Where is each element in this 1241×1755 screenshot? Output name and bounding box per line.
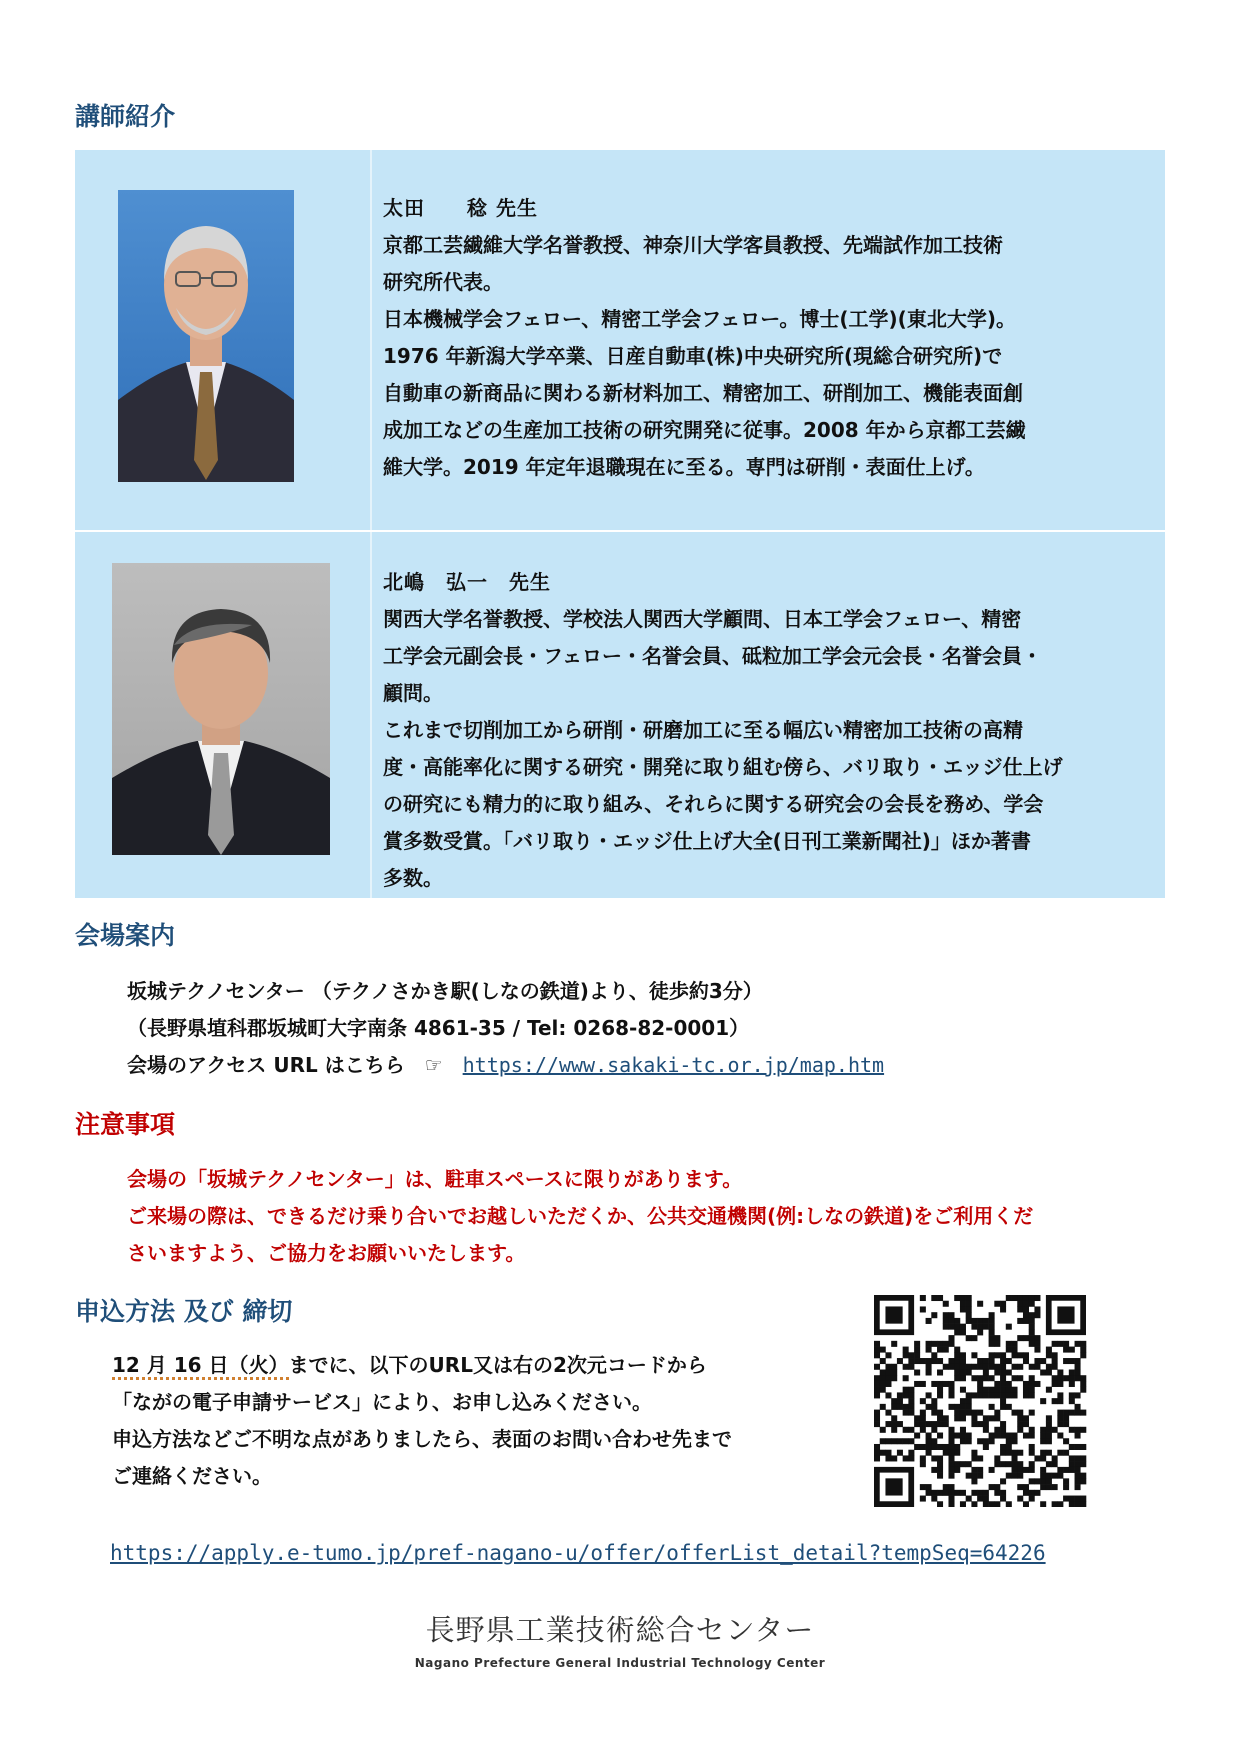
- bio-line: 維大学。2019 年定年退職現在に至る。専門は研削・表面仕上げ。: [383, 455, 985, 479]
- note-line: 会場の「坂城テクノセンター」は、駐車スペースに限りがあります。: [127, 1167, 743, 1191]
- application-line-2: 「ながの電子申請サービス」により、お申し込みください。: [112, 1390, 652, 1414]
- bio-line: 自動車の新商品に関わる新材料加工、精密加工、研削加工、機能表面創: [383, 381, 1023, 405]
- application-url-link[interactable]: https://apply.e-tumo.jp/pref-nagano-u/offer/offerList_detail?tempSeq=64226: [110, 1541, 1046, 1565]
- panel-row-divider: [75, 530, 1165, 532]
- lecturer-2-name: 北嶋 弘一 先生: [383, 570, 551, 594]
- lecturer-1-bio: [383, 190, 1153, 486]
- deadline-date: 12 月 16 日（火）: [112, 1353, 289, 1380]
- qr-code[interactable]: [872, 1295, 1088, 1507]
- bio-line: 度・高能率化に関する研究・開発に取り組む傍ら、バリ取り・エッジ仕上げ: [383, 755, 1063, 779]
- panel-column-divider: [370, 150, 372, 898]
- lecturer-1-name: 太田 稔 先生: [383, 196, 538, 220]
- venue-address-line: （長野県埴科郡坂城町大字南条 4861-35 / Tel: 0268-82-0001）: [127, 1016, 750, 1040]
- lecturer-2-photo: [112, 563, 330, 855]
- bio-line: 京都工芸繊維大学名誉教授、神奈川大学客員教授、先端試作加工技術: [383, 233, 1003, 257]
- bio-line: 1976 年新潟大学卒業、日産自動車(株)中央研究所(現総合研究所)で: [383, 344, 1003, 368]
- bio-line: 顧問。: [383, 681, 443, 705]
- venue-access-line: [127, 1047, 884, 1084]
- bio-line: 日本機械学会フェロー、精密工学会フェロー。博士(工学)(東北大学)。: [383, 307, 1016, 331]
- application-line-1-rest: までに、以下のURL又は右の2次元コードから: [288, 1353, 707, 1377]
- bio-line: 多数。: [383, 866, 443, 890]
- note-line: ご来場の際は、できるだけ乗り合いでお越しいただくか、公共交通機関(例:しなの鉄道)をご利用くだ: [127, 1204, 1034, 1228]
- bio-line: 工学会元副会長・フェロー・名誉会員、砥粒加工学会元会長・名誉会員・: [383, 644, 1042, 668]
- application-info: [112, 1347, 732, 1495]
- lecturer-2-bio: [383, 564, 1153, 897]
- bio-line: 成加工などの生産加工技術の研究開発に従事。2008 年から京都工芸繊: [383, 418, 1026, 442]
- note-line: さいますよう、ご協力をお願いいたします。: [127, 1241, 526, 1265]
- application-line-4: ご連絡ください。: [112, 1464, 272, 1488]
- lecturers-heading: 講師紹介: [75, 102, 176, 131]
- org-logo-name-en: Nagano Prefecture General Industrial Technology Center: [414, 1656, 826, 1670]
- venue-info: [127, 973, 884, 1084]
- bio-line: 研究所代表。: [383, 270, 503, 294]
- bio-line: 賞多数受賞。「バリ取り・エッジ仕上げ大全(日刊工業新聞社)」ほか著書: [383, 829, 1031, 853]
- lecturer-1-photo: [118, 190, 294, 482]
- venue-heading: 会場案内: [75, 921, 176, 950]
- bio-line: の研究にも精力的に取り組み、それらに関する研究会の会長を務め、学会: [383, 792, 1044, 816]
- bio-line: これまで切削加工から研削・研磨加工に至る幅広い精密加工技術の高精: [383, 718, 1023, 742]
- venue-access-label: 会場のアクセス URL はこちら ☞: [127, 1053, 463, 1077]
- application-heading: 申込方法 及び 締切: [75, 1297, 293, 1326]
- notes-heading: 注意事項: [75, 1110, 176, 1139]
- bio-line: 関西大学名誉教授、学校法人関西大学顧問、日本工学会フェロー、精密: [383, 607, 1022, 631]
- venue-access-link[interactable]: https://www.sakaki-tc.or.jp/map.htm: [462, 1053, 885, 1077]
- venue-name-line: 坂城テクノセンター （テクノさかき駅(しなの鉄道)より、徒歩約3分）: [127, 979, 763, 1003]
- org-logo-name-ja: 長野県工業技術総合センター: [425, 1613, 815, 1647]
- application-line-1: [112, 1347, 732, 1384]
- application-line-3: 申込方法などご不明な点がありましたら、表面のお問い合わせ先まで: [112, 1427, 732, 1451]
- notes-text: [127, 1161, 1177, 1272]
